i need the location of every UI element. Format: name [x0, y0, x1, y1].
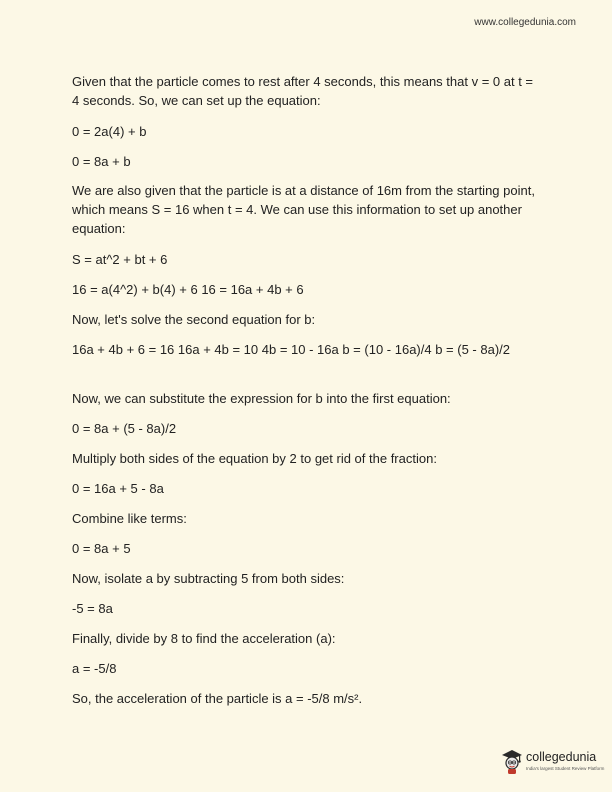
paragraph: Now, let's solve the second equation for b:	[72, 312, 316, 327]
paragraph: Now, we can substitute the expression for b into the first equation:	[72, 391, 451, 406]
equation: a = -5/8	[72, 661, 117, 676]
paragraph: Combine like terms:	[72, 511, 187, 526]
logo-tagline: India's largest Student Review Platform	[526, 766, 605, 771]
paragraph: Now, isolate a by subtracting 5 from both sides:	[72, 571, 345, 586]
equation: 0 = 8a + (5 - 8a)/2	[72, 421, 177, 436]
equation: 0 = 8a + 5	[72, 541, 131, 556]
equation: 0 = 8a + b	[72, 154, 131, 169]
paragraph: Finally, divide by 8 to find the acceleration (a):	[72, 631, 336, 646]
equation: 0 = 16a + 5 - 8a	[72, 481, 164, 496]
header-url[interactable]: www.collegedunia.com	[474, 17, 576, 28]
equation: 0 = 2a(4) + b	[72, 124, 147, 139]
paragraph: So, the acceleration of the particle is a = -5/8 m/s².	[72, 691, 363, 706]
paragraph: Multiply both sides of the equation by 2 to get rid of the fraction:	[72, 451, 437, 466]
equation: -5 = 8a	[72, 601, 113, 616]
equation: S = at^2 + bt + 6	[72, 252, 168, 267]
paragraph: Given that the particle comes to rest after 4 seconds, this means that v = 0 at t = 4 seconds. So, we can set up the equation:	[72, 74, 534, 108]
equation: 16a + 4b + 6 = 16 16a + 4b = 10 4b = 10 - 16a b = (10 - 16a)/4 b = (5 - 8a)/2	[72, 342, 510, 357]
equation: 16 = a(4^2) + b(4) + 6 16 = 16a + 4b + 6	[72, 282, 304, 297]
collegedunia-logo[interactable]	[500, 748, 605, 778]
logo-name: collegedunia	[526, 750, 597, 764]
paragraph: We are also given that the particle is at a distance of 16m from the starting point, which means S = 16 when t = 4. We can use this information to set up another equation:	[72, 183, 535, 236]
graduate-mascot-icon	[500, 748, 524, 776]
